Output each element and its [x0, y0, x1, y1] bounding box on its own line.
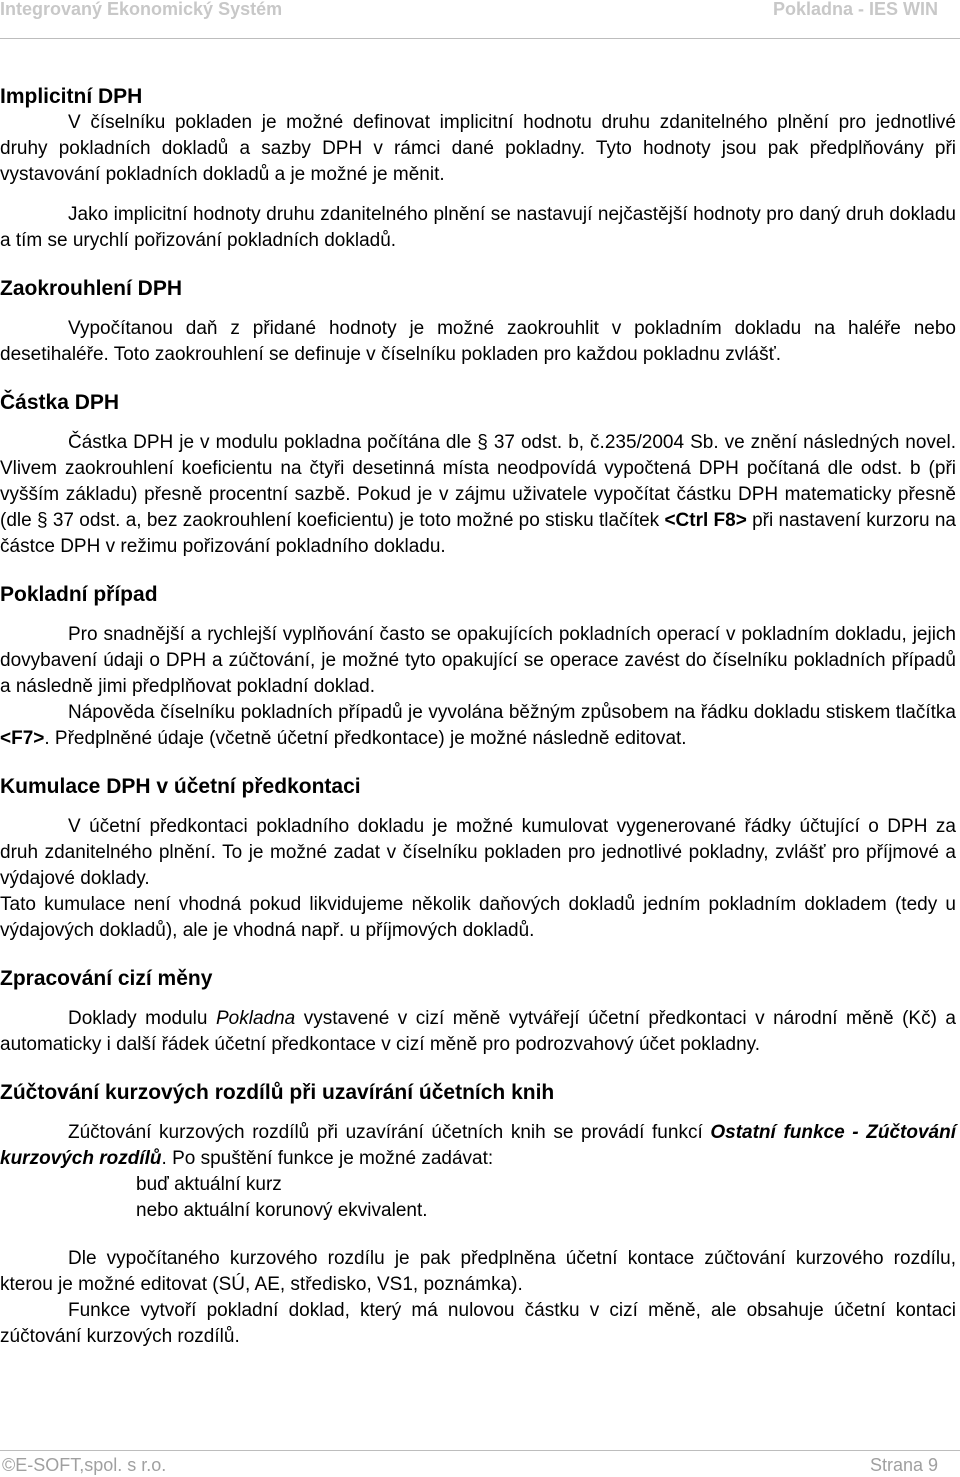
page-footer [0, 1450, 960, 1477]
text-run: Částka DPH je v modulu pokladna počítána dle § 37 odst. b, č.235/2004 Sb. ve znění následných novel. Vlivem zaokrouhlení koeficientu na čtyři desetinná místa neodpovídá vypočtená DPH počítaná dle odst. b (při vyšším základu) přesně procentní sazbě. Pokud je v zájmu uživatele vypočítat částku DPH matematicky přesně (dle § 37 odst. a, bez zaokrouhlení koeficientu) je toto možné po stisku tlačítek [0, 432, 956, 531]
text-run: Nápověda číselníku pokladních případů je vyvolána běžným způsobem na řádku dokladu stiskem tlačítka [68, 702, 956, 723]
footer-copyright: ©E-SOFT,spol. s r.o. [2, 1455, 167, 1475]
section-title-cizi-meny: Zpracování cizí měny [0, 967, 213, 990]
list-item: buď aktuální kurz [136, 1174, 282, 1195]
paragraph: Jako implicitní hodnoty druhu zdanitelného plnění se nastavují nejčastější hodnoty pro daný druh dokladu a tím se urychlí pořizování pokladních dokladů. [0, 204, 956, 251]
document-body [0, 84, 956, 1350]
shortcut-key: <F7> [0, 728, 45, 749]
section-title-castka-dph: Částka DPH [0, 391, 120, 414]
paragraph: V číselníku pokladen je možné definovat implicitní hodnotu druhu zdanitelného plnění pro jednotlivé druhy pokladních dokladů a sazby DPH v rámci dané pokladny. Tyto hodnoty jsou pak předplňovány při vystavování pokladních dokladů a je možné je měnit. [0, 112, 956, 185]
paragraph: Tato kumulace není vhodná pokud likvidujeme několik daňových dokladů jedním pokladním dokladem (tedy u výdajových dokladů), ale je vhodná např. u příjmových dokladů. [0, 894, 956, 941]
text-run: při nastavení kurzoru na částce DPH v režimu pořizování pokladního dokladu. [0, 510, 956, 557]
section-title-kumulace: Kumulace DPH v účetní předkontaci [0, 775, 361, 798]
header-app-name: Integrovaný Ekonomický Systém [0, 0, 283, 19]
paragraph: V účetní předkontaci pokladního dokladu je možné kumulovat vygenerované řádky účtující o DPH za druh zdanitelného plnění. To je možné zadat v číselníku pokladen pro jednotlivé pokladny, zvlášť pro příjmové a výdajové doklady. [0, 816, 956, 889]
page-header [0, 0, 960, 39]
footer-page-number: Strana 9 [869, 1455, 938, 1475]
paragraph [0, 1120, 956, 1172]
paragraph [0, 430, 956, 560]
paragraph: Funkce vytvoří pokladní doklad, který má nulovou částku v cizí měně, ale obsahuje účetní kontaci zúčtování kurzových rozdílů. [0, 1300, 956, 1347]
paragraph: Dle vypočítaného kurzového rozdílu je pak předplněna účetní kontace zúčtování kurzového rozdílu, kterou je možné editovat (SÚ, AE, středisko, VS1, poznámka). [0, 1248, 956, 1295]
text-run: vystavené v cizí měně vytvářejí účetní předkontaci v národní měně (Kč) a automaticky i další řádek účetní předkontace v cizí měně pro podrozvahový účet pokladny. [0, 1008, 956, 1055]
header-module-name: Pokladna - IES WIN [772, 0, 938, 19]
shortcut-key: <Ctrl F8> [664, 510, 747, 531]
paragraph: Vypočítanou daň z přidané hodnoty je možné zaokrouhlit v pokladním dokladu na haléře nebo desetihaléře. Toto zaokrouhlení se definuje v číselníku pokladen pro každou pokladnu zvlášť. [0, 318, 956, 365]
text-run: Zúčtování kurzových rozdílů při uzavírání účetních knih se provádí funkcí [68, 1122, 711, 1143]
section-title-implicitni-dph: Implicitní DPH [0, 85, 143, 108]
section-title-kurzove-rozdily: Zúčtování kurzových rozdílů při uzavírání účetních knih [0, 1081, 555, 1104]
list-item: nebo aktuální korunový ekvivalent. [136, 1200, 428, 1221]
text-run: . Předplněné údaje (včetně účetní předkontace) je možné následně editovat. [44, 728, 687, 749]
paragraph: Pro snadnější a rychlejší vyplňování často se opakujících pokladních operací v pokladním dokladu, jejich dovybavení údaji o DPH a zúčtování, je možné tyto opakující se operace zavést do číselníku pokladních případů a následně jimi předplňovat pokladní doklad. [0, 624, 956, 697]
section-title-pokladni-pripad: Pokladní případ [0, 583, 158, 606]
section-title-zaokrouhleni: Zaokrouhlení DPH [0, 277, 183, 300]
paragraph [0, 700, 956, 752]
menu-path: Ostatní funkce - Zúčtování kurzových rozdílů [0, 1122, 956, 1169]
module-name: Pokladna [215, 1008, 296, 1029]
text-run: . Po spuštění funkce je možné zadávat: [161, 1148, 494, 1169]
text-run: Doklady modulu [68, 1008, 216, 1029]
paragraph [0, 1006, 956, 1058]
